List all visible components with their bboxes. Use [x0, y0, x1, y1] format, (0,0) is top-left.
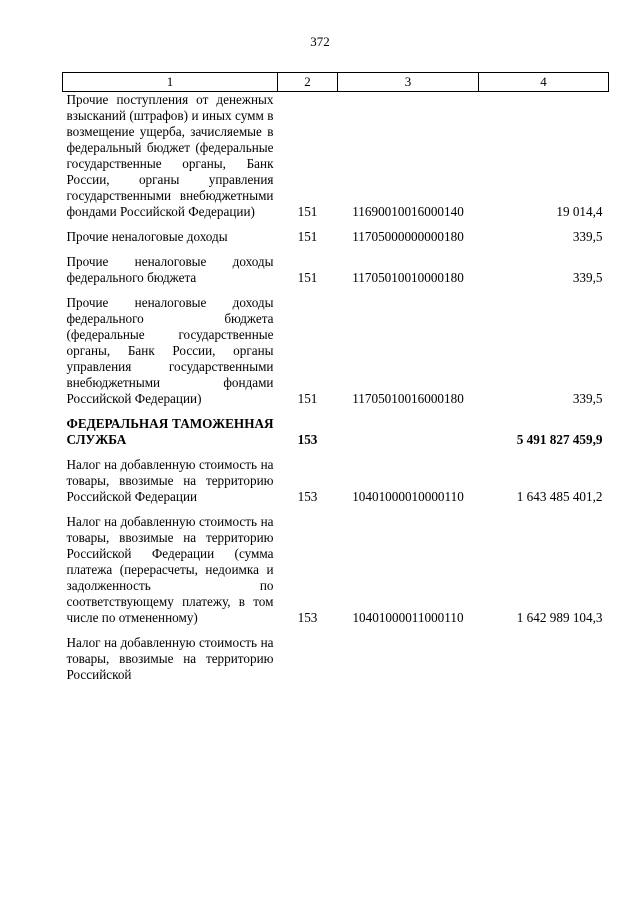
admin-code: 151	[297, 204, 318, 219]
column-header-4: 4	[479, 73, 609, 92]
page-number: 372	[310, 34, 330, 49]
table-row	[63, 92, 609, 221]
admin-code: 153	[297, 432, 318, 447]
revenue-code: 10401000011000110	[352, 610, 464, 625]
revenue-code: 11690010016000140	[352, 204, 464, 219]
admin-code: 153	[297, 610, 318, 625]
revenue-name: ФЕДЕРАЛЬНАЯ ТАМОЖЕННАЯ СЛУЖБА	[66, 416, 274, 447]
revenue-name: Налог на добавленную стоимость на товары, ввозимые на территорию Российской Федерации	[66, 457, 274, 504]
admin-code: 151	[297, 270, 318, 285]
amount: 5 491 827 459,9	[516, 432, 603, 447]
column-header-1: 1	[63, 73, 278, 92]
amount: 1 643 485 401,2	[516, 489, 603, 504]
amount: 19 014,4	[556, 204, 603, 219]
table-row	[63, 245, 609, 286]
admin-code	[278, 626, 338, 683]
revenue-name: Налог на добавленную стоимость на товары, ввозимые на территорию Российской Федерации (сумма платежа (перерасчеты, недоимка и задолженность по соответствующему платежу, в том числе по отмененному)	[66, 514, 274, 625]
revenue-code	[338, 407, 479, 448]
table-row	[63, 286, 609, 407]
revenue-name: Прочие неналоговые доходы федерального бюджета (федеральные государственные органы, Банк России, органы управления государственными внебюджетными фондами Российской Федерации)	[66, 295, 274, 406]
table-row	[63, 626, 609, 683]
amount	[479, 626, 609, 683]
amount: 339,5	[572, 391, 603, 406]
revenue-name: Налог на добавленную стоимость на товары, ввозимые на территорию Российской	[66, 635, 274, 682]
amount: 339,5	[572, 270, 603, 285]
revenue-table	[62, 72, 609, 683]
revenue-code: 10401000010000110	[352, 489, 464, 504]
revenue-name: Прочие неналоговые доходы	[66, 229, 228, 244]
revenue-code: 11705000000000180	[352, 229, 464, 244]
revenue-code: 11705010016000180	[352, 391, 464, 406]
column-header-3: 3	[338, 73, 479, 92]
table-row-section-header	[63, 407, 609, 448]
admin-code: 153	[297, 489, 318, 504]
amount: 339,5	[572, 229, 603, 244]
revenue-name: Прочие поступления от денежных взысканий (штрафов) и иных сумм в возмещение ущерба, зачисляемые в федеральный бюджет (федеральные государственные органы, Банк России, органы управления государственными внебюджетными фондами Российской Федерации)	[66, 92, 274, 219]
revenue-code	[338, 626, 479, 683]
table-row	[63, 505, 609, 626]
column-header-2: 2	[278, 73, 338, 92]
admin-code: 151	[297, 229, 318, 244]
table-row	[63, 220, 609, 245]
table-header-row	[63, 73, 609, 92]
admin-code: 151	[297, 391, 318, 406]
table-row	[63, 448, 609, 505]
amount: 1 642 989 104,3	[516, 610, 603, 625]
revenue-code: 11705010010000180	[352, 270, 464, 285]
revenue-name: Прочие неналоговые доходы федерального бюджета	[66, 254, 274, 285]
